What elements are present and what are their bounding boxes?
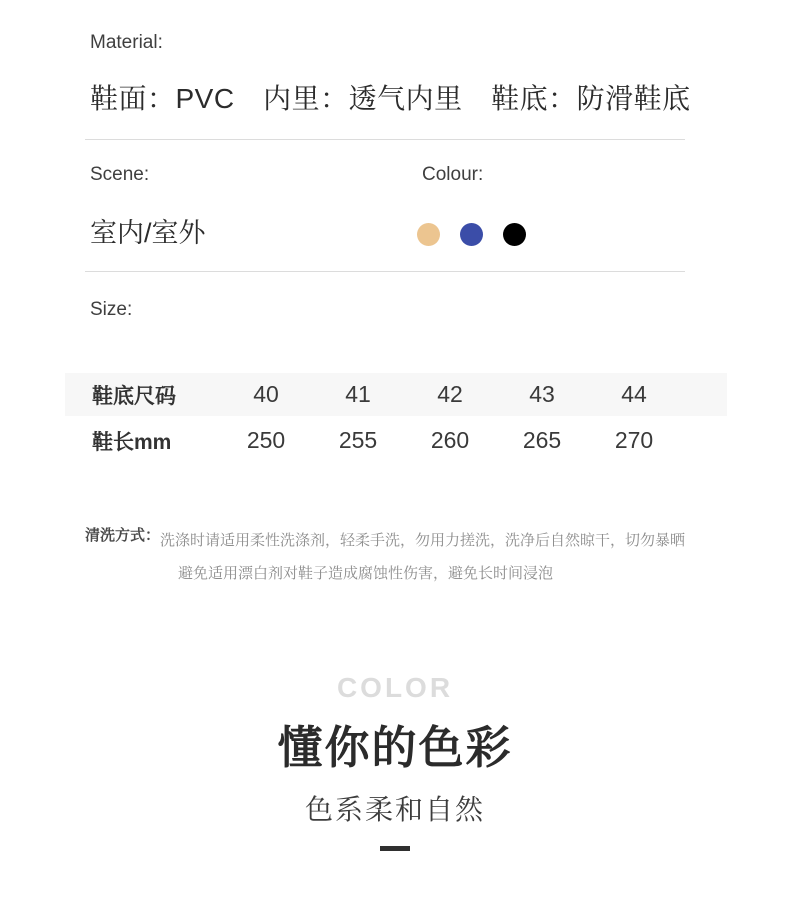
size-cell: 40 xyxy=(253,381,279,407)
row-header: 鞋长mm xyxy=(92,430,172,454)
colour-swatch-blue xyxy=(460,223,483,246)
color-eyebrow-text: COLOR xyxy=(336,672,454,703)
material-value: 鞋面：PVC 内里：透气内里 鞋底：防滑鞋底 xyxy=(90,83,691,114)
size-cell: 43 xyxy=(529,381,555,407)
size-section xyxy=(85,299,790,465)
length-cell: 265 xyxy=(522,427,562,453)
table-row-shoe-length xyxy=(65,416,727,465)
length-cell: 250 xyxy=(246,427,286,453)
colour-column xyxy=(417,164,790,248)
table-row-sole-size xyxy=(65,373,727,416)
row-header: 鞋底尺码 xyxy=(92,384,176,408)
care-text xyxy=(160,524,685,590)
scene-colour-section xyxy=(85,164,790,248)
scene-column xyxy=(85,164,417,248)
colour-label: Colour: xyxy=(422,164,484,185)
material-label: Material: xyxy=(90,32,163,53)
size-label: Size: xyxy=(90,299,133,320)
color-hero-subtitle: 色系柔和自然 xyxy=(304,794,485,825)
care-line-1: 洗涤时请适用柔性洗涤剂，轻柔手洗，勿用力搓洗，洗净后自然晾干，切勿暴晒 xyxy=(160,532,686,549)
color-hero-title: 懂你的色彩 xyxy=(277,722,513,773)
care-line-2: 避免适用漂白剂对鞋子造成腐蚀性伤害，避免长时间浸泡 xyxy=(178,565,554,582)
colour-swatch-beige xyxy=(417,223,440,246)
length-cell: 260 xyxy=(430,427,470,453)
color-hero-section xyxy=(0,672,790,851)
colour-swatch-black xyxy=(503,223,526,246)
divider xyxy=(85,271,685,272)
length-cell: 270 xyxy=(614,427,654,453)
size-cell: 42 xyxy=(437,381,463,407)
divider xyxy=(85,139,685,140)
material-section xyxy=(85,32,790,116)
size-table xyxy=(65,373,727,465)
care-label: 清洗方式： xyxy=(85,527,161,544)
care-instructions-section xyxy=(85,524,790,590)
size-cell: 44 xyxy=(621,381,647,407)
scene-label: Scene: xyxy=(90,164,150,185)
scene-value: 室内/室外 xyxy=(90,218,206,248)
colour-swatch-row xyxy=(417,222,790,246)
length-cell: 255 xyxy=(338,427,378,453)
decorative-bar xyxy=(380,846,410,851)
size-cell: 41 xyxy=(345,381,371,407)
